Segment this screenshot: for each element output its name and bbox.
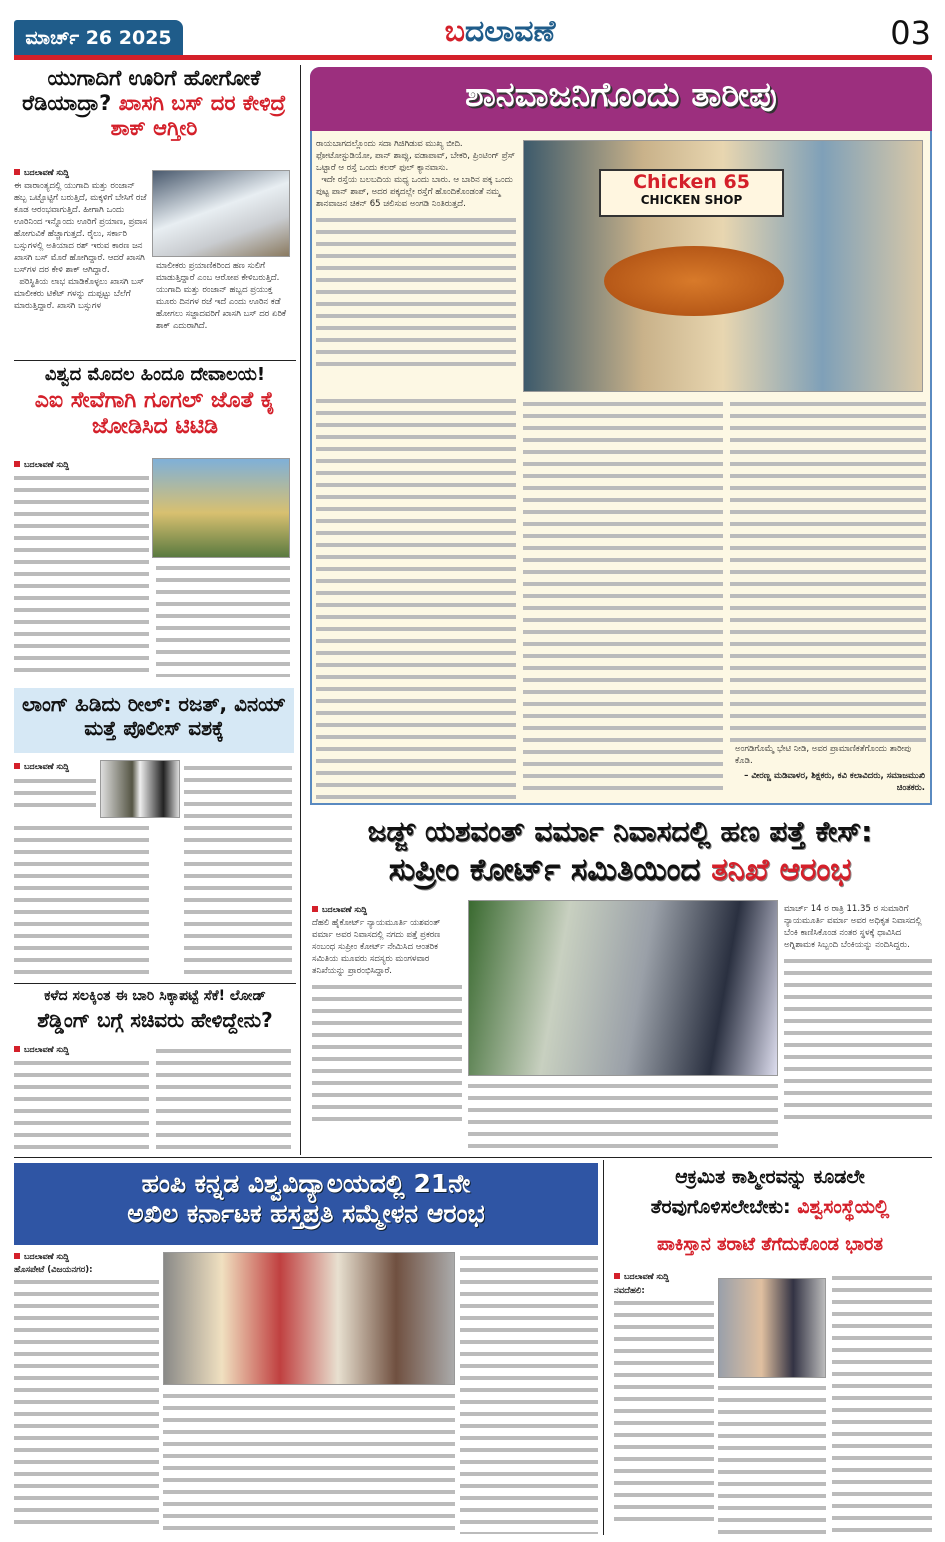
kashmir-headline-3: ಪಾಕಿಸ್ತಾನ ತರಾಟೆ ತೆಗೆದುಕೊಂಡ ಭಾರತ [656, 1234, 883, 1255]
text-lines [784, 955, 932, 1125]
judge-body-text [468, 1080, 778, 1152]
para: ಮಾರ್ಚ್ 14 ರ ರಾತ್ರಿ 11.35 ರ ಸುಮಾರಿಗೆ ನ್ಯಾಯಮೂರ್ತಿ ವರ್ಮಾ ಅವರ ಅಧಿಕೃತ ನಿವಾಸದಲ್ಲಿ ಬೆಂಕಿ ಕಾಣಿಸಿಕೊಂಡ ನಂತರ ಸ್ಥಳಕ್ಕೆ ಧಾವಿಸಿದ ಅಗ್ನಿಶಾಮಕ ಸಿಬ್ಬಂದಿ ಬೆಂಕಿಯನ್ನು ನಂದಿಸಿದ್ದರು. [784, 904, 922, 950]
kashmir-headline-1: ಆಕ್ರಮಿತ ಕಾಶ್ಮೀರವನ್ನು ಕೂಡಲೇ [675, 1166, 865, 1188]
text-lines [316, 214, 516, 374]
temple-headline: ಎಐ ಸೇವೆಗಾಗಿ ಗೂಗಲ್ ಜೊತೆ ಕೈ ಜೋಡಿಸಿದ ಟಿಟಿಡಿ [34, 388, 276, 440]
un-speaker-photo [718, 1278, 826, 1378]
buses-photo [152, 170, 290, 257]
judge-body [312, 917, 462, 1152]
power-headline-top: ಕಳೆದ ಸಲಕ್ಕಿಂತ ಈ ಬಾರಿ ಸಿಕ್ಕಾಪಟ್ಟೆ ಸೆಕೆ! ಲೋಡ್ [44, 988, 266, 1004]
article-body-text [184, 762, 292, 977]
divider [14, 983, 296, 984]
feature-body [316, 138, 516, 393]
headline-part: ವಿಶ್ವಸಂಸ್ಥೆಯಲ್ಲಿ [797, 1196, 890, 1218]
conference-photo [163, 1252, 455, 1385]
judge-headline-1: ಜಡ್ಜ್ ಯಶವಂತ್ ವರ್ಮಾ ನಿವಾಸದಲ್ಲಿ ಹಣ ಪತ್ತೆ ಕೇಸ್: [367, 815, 873, 848]
header-rule [14, 55, 932, 60]
hampi-headline [14, 1163, 598, 1245]
kashmir-body-text [832, 1272, 932, 1534]
article-body-text [14, 472, 149, 677]
accused-photo [100, 760, 180, 818]
feature-closing: ಅಂಗಡಿಗೊಮ್ಮೆ ಭೇಟಿ ನೀಡಿ, ಅವರ ಪ್ರಾಮಾಣಿಕತೆಗೊಂದು ತಾರೀಪು ಕೊಡಿ. [735, 744, 911, 766]
article-body: ಮಾಲೀಕರು ಪ್ರಯಾಣಿಕರಿಂದ ಹಣ ಸುಲಿಗೆ ಮಾಡುತ್ತಿದ್ದಾರೆ ಎಂಬ ಆರೋಪ ಕೇಳಿಬರುತ್ತಿದೆ. ಯುಗಾದಿ ಮತ್ತು ರಂಜಾನ್ ಹಬ್ಬದ ಪ್ರಯುಕ್ತ ಮೂರು ದಿನಗಳ ರಜೆ ಇದೆ ಎಂದು ಊರಿನ ಕಡೆ ಹೋಗಲು ಸಜ್ಜಾದವರಿಗೆ ಖಾಸಗಿ ಬಸ್ ದರ ಏರಿಕೆ ಶಾಕ್ ಎದುರಾಗಿದೆ. [156, 261, 287, 331]
para: ಈ ವಾರಾಂತ್ಯದಲ್ಲಿ ಯುಗಾದಿ ಮತ್ತು ರಂಜಾನ್ ಹಬ್ಬ ಒಟ್ಟೊಟ್ಟಿಗೆ ಬರುತ್ತಿದೆ, ಮಕ್ಕಳಿಗೆ ಬೇಸಿಗೆ ರಜೆ ಕೂಡ ಆರಂಭವಾಗುತ್ತಿದೆ. ಹೀಗಾಗಿ ಒಂದು ಊರಿನಿಂದ ಇನ್ನೊಂದು ಊರಿಗೆ ಪ್ರಯಾಣ, ಪ್ರವಾಸ ಹೋಗುವಿಕೆ ಹೆಚ್ಚಾಗುತ್ತದೆ. ರೈಲು, ಸರ್ಕಾರಿ ಬಸ್ಸುಗಳಲ್ಲಿ ಅತಿಯಾದ ರಶ್ ಇರುವ ಕಾರಣ ಜನ ಖಾಸಗಿ ಬಸ್ ಮೊರೆ ಹೋಗಿದ್ದಾರೆ. ಆದರೆ ಖಾಸಗಿ ಬಸ್‌ಗಳ ದರ ಕೇಳಿ ಶಾಕ್ ಆಗಿದ್ದಾರೆ. [14, 181, 148, 275]
para: ಇದೇ ರಸ್ತೆಯ ಬಲಬದಿಯ ಮಧ್ಯ ಒಂದು ಬಾರು. ಆ ಬಾರಿನ ಪಕ್ಕ ಒಂದು ಪುಟ್ಟ ಪಾನ್ ಶಾಪ್, ಅದರ ಪಕ್ಕದಲ್ಲೇ ರಸ್ತೆಗೆ ಹೊಂದಿಕೊಂಡಂತೆ ನಮ್ಮ ಶಾನವಾಜನ ಚಿಕನ್ 65 ಚಲಿಸುವ ಅಂಗಡಿ ನಿಂತಿರುತ್ತದೆ. [316, 175, 513, 209]
temple-photo [152, 458, 290, 558]
column-divider [603, 1160, 604, 1535]
headline-part: ಖಾಸಗಿ ಬಸ್ ದರ ಕೇಳಿದ್ರೆ ಶಾಕ್ ಆಗ್ತೀರಿ [110, 91, 286, 141]
feature-headline: ಶಾನವಾಜನಿಗೊಂದು ತಾರೀಪು [310, 67, 932, 131]
shop-sign [599, 169, 784, 217]
judge-body [784, 903, 932, 1153]
fried-chicken-pile [604, 246, 784, 316]
shop-sign-sub: CHICKEN SHOP [640, 193, 743, 207]
byline: ಬದಲಾವಣೆ ಸುದ್ದಿ [14, 1045, 69, 1055]
author-signature: – ವೀರಣ್ಣ ಮಡಿವಾಳರ, ಶಿಕ್ಷಕರು, ಕವಿ ಕಲಾವಿದರು, ಸಮಾಜಮುಖಿ ಚಿಂತಕರು. [744, 771, 925, 793]
feature-body-text [523, 398, 723, 798]
feature-body-text [730, 398, 926, 743]
article-body-text [14, 822, 149, 977]
byline: ಬದಲಾವಣೆ ಸುದ್ದಿ [14, 762, 69, 772]
text-lines [614, 1297, 714, 1527]
headline-part: ತನಿಖೆ ಆರಂಭ [711, 852, 852, 888]
reel-headline: ಲಾಂಗ್ ಹಿಡಿದು ರೀಲ್: ರಜತ್, ವಿನಯ್ ಮತ್ತೆ ಪೊಲೀಸ್ ವಶಕ್ಕೆ [14, 688, 294, 753]
dateline: ನವದೆಹಲಿ: [614, 1286, 645, 1296]
byline: ಬದಲಾವಣೆ ಸುದ್ದಿ [14, 460, 69, 470]
temple-headline-top: ವಿಶ್ವದ ಮೊದಲ ಹಿಂದೂ ದೇವಾಲಯ! [44, 364, 266, 385]
para: ದೆಹಲಿ ಹೈಕೋರ್ಟ್ ನ್ಯಾಯಮೂರ್ತಿ ಯಶವಂತ್ ವರ್ಮಾ ಅವರ ನಿವಾಸದಲ್ಲಿ ನಗದು ಪತ್ತೆ ಪ್ರಕರಣ ಸಂಬಂಧ ಸುಪ್ರೀಂ ಕೋರ್ಟ್ ನೇಮಿಸಿದ ಆಂತರಿಕ ಸಮಿತಿಯ ಮೂವರು ಸದಸ್ಯರು ಮಂಗಳವಾರ ತನಿಖೆಯನ್ನು ಪ್ರಾರಂಭಿಸಿದ್ದಾರೆ. [312, 918, 441, 976]
column-divider [300, 65, 301, 1155]
masthead-a: ಬ [444, 14, 465, 49]
byline: ಬದಲಾವಣೆ ಸುದ್ದಿ [614, 1272, 669, 1282]
headline-part: ಯುಗಾದಿಗೆ ಊರಿಗೆ ಹೋಗೋಕೆ ರೆಡಿಯಾದ್ರಾ? [22, 66, 261, 116]
headline-part: ಹಂಪಿ ಕನ್ನಡ ವಿಶ್ವವಿದ್ಯಾಲಯದಲ್ಲಿ 21ನೇ [141, 1169, 471, 1198]
byline: ಬದಲಾವಣೆ ಸುದ್ದಿ [14, 168, 69, 178]
kashmir-body [614, 1285, 714, 1535]
headline-part: ತೆರವುಗೊಳಿಸಲೇಬೇಕು: [650, 1196, 791, 1218]
kashmir-body-text [718, 1382, 826, 1534]
article-body [14, 180, 149, 355]
article-body-text [156, 1045, 291, 1149]
yugadi-headline [14, 66, 294, 142]
judge-photo [468, 900, 778, 1076]
headline-part: ಅಖಿಲ ಕರ್ನಾಟಕ ಹಸ್ತಪ್ರತಿ ಸಮ್ಮೇಳನ ಆರಂಭ [127, 1199, 485, 1228]
issue-date: ಮಾರ್ಚ್ 26 2025 [14, 20, 183, 56]
divider [14, 1157, 932, 1158]
para: ರಾಯಬಾಗದಲ್ಲೊಂದು ಸದಾ ಗಿಜಿಗಿಡುವ ಮುಖ್ಯ ಬೀದಿ. ಫೋಟೋಸ್ಟುಡಿಯೋ, ಪಾನ್ ಶಾಪ್ಸು, ವಡಾಪಾವ್, ಬೇಕರಿ, ಪ್ರಿಂಟಿಂಗ್ ಪ್ರೆಸ್ ಒಟ್ಟಾರೆ ಆ ರಸ್ತೆ ಒಂದು ಕಲರ್ ಫುಲ್ ಕ್ಯಾನವಾಸು. [316, 139, 516, 173]
text-lines [312, 981, 462, 1121]
dateline: ಹೊಸಪೇಟೆ (ವಿಜಯನಗರ): [14, 1265, 93, 1275]
shop-sign-title: Chicken 65 [633, 171, 750, 193]
divider [14, 360, 296, 361]
kashmir-headline-2 [608, 1196, 932, 1219]
byline: ಬದಲಾವಣೆ ಸುದ್ದಿ [312, 905, 367, 915]
article-body-text [156, 562, 290, 677]
hampi-body-text [460, 1252, 598, 1534]
masthead [380, 14, 620, 49]
headline-part: ಸುಪ್ರೀಂ ಕೋರ್ಟ್ ಸಮಿತಿಯಿಂದ [388, 852, 701, 888]
power-headline: ಶೆಡ್ಡಿಂಗ್ ಬಗ್ಗೆ ಸಚಿವರು ಹೇಳಿದ್ದೇನು? [37, 1008, 273, 1032]
para: ಪರಿಸ್ಥಿತಿಯ ಲಾಭ ಮಾಡಿಕೊಳ್ಳಲು ಖಾಸಗಿ ಬಸ್ ಮಾಲೀಕರು ಟಿಕೆಟ್ ಗಳನ್ನು ದುಪ್ಪಟ್ಟು ಬೆಲೆಗೆ ಮಾರುತ್ತಿದ್ದಾರೆ. ಖಾಸಗಿ ಬಸ್ಸುಗಳ [14, 277, 145, 311]
byline: ಬದಲಾವಣೆ ಸುದ್ದಿ [14, 1252, 69, 1262]
judge-headline-2 [308, 852, 932, 889]
hampi-body-text [163, 1390, 455, 1534]
masthead-b: ದಲಾವಣೆ [464, 14, 556, 49]
chicken-shop-illustration [523, 140, 923, 392]
article-body-text [14, 775, 96, 815]
article-body-text [14, 1057, 149, 1149]
hampi-body [14, 1264, 159, 1534]
text-lines [14, 1276, 159, 1526]
feature-body-text [316, 395, 516, 800]
page-number: 03 [890, 14, 931, 52]
